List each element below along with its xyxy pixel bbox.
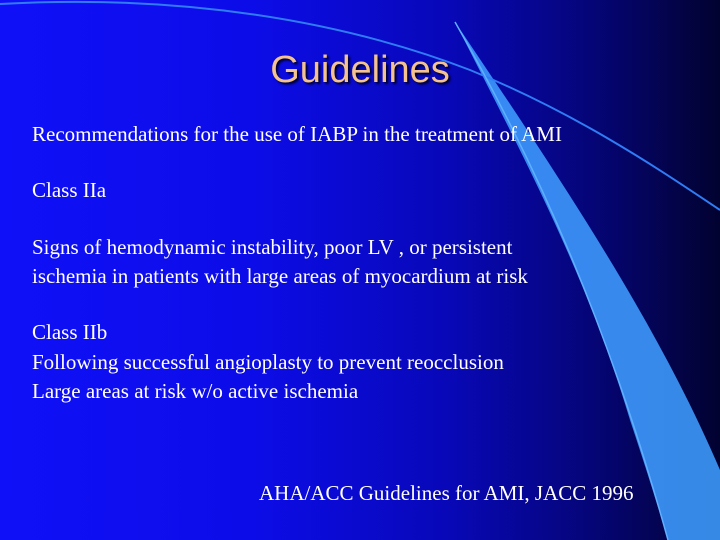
class-iib-line-1: Following successful angioplasty to prevent reocclusion (32, 350, 504, 374)
slide-title: Guidelines (270, 49, 450, 91)
intro-text: Recommendations for the use of IABP in the treatment of AMI (32, 122, 562, 146)
class-iia-line-1: Signs of hemodynamic instability, poor LV , or persistent (32, 235, 513, 259)
class-iib-line-2: Large areas at risk w/o active ischemia (32, 379, 359, 403)
class-iia-heading: Class IIa (32, 178, 107, 202)
class-iib-heading: Class IIb (32, 320, 108, 344)
swoosh-line-upper (0, 2, 720, 210)
citation-text: AHA/ACC Guidelines for AMI, JACC 1996 (259, 481, 634, 505)
class-iia-line-2: ischemia in patients with large areas of myocardium at risk (32, 264, 528, 288)
